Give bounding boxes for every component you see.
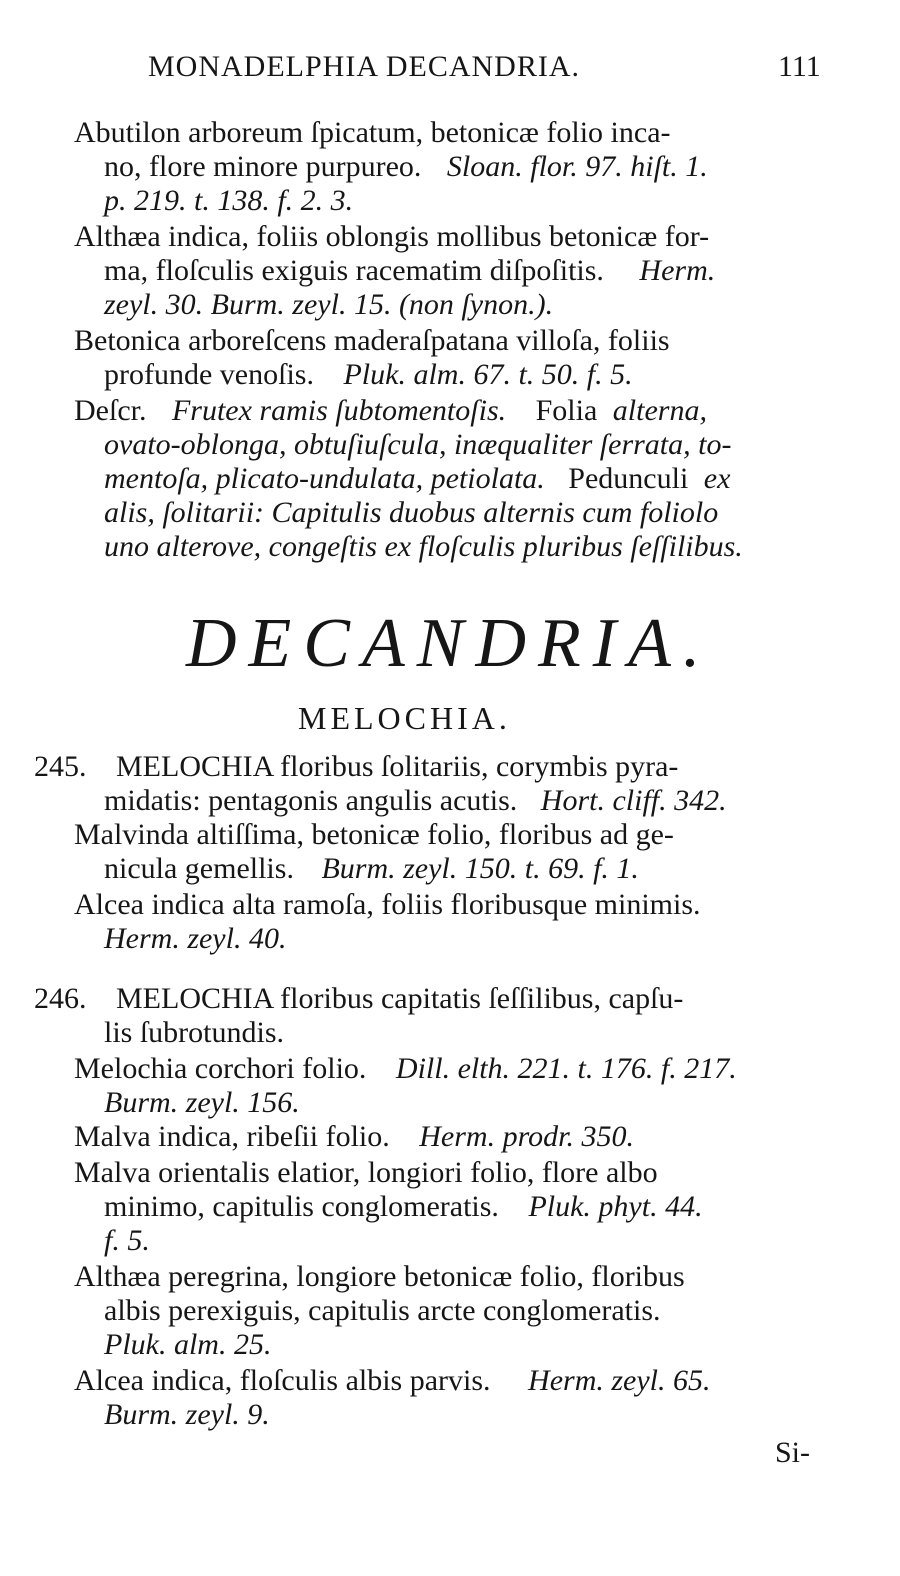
citation: Pluk. alm. 67. t. 50. f. 5.	[343, 358, 633, 391]
citation: Herm. prodr. 350.	[419, 1120, 634, 1153]
citation: Herm.	[639, 254, 716, 287]
species-diagnosis: midatis: pentagonis angulis acutis. Hort. cliff. 342.	[104, 784, 727, 817]
synonym-line: albis perexiguis, capitulis arcte conglomeratis.	[104, 1294, 661, 1327]
description-line: mentoſa, plicato-undulata, petiolata. Pedunculi ex	[104, 462, 731, 495]
synonym-line	[104, 1086, 300, 1120]
entry-line	[104, 288, 553, 322]
entry-line: ma, floſculis exiguis racematim diſpoſitis. Herm.	[104, 254, 716, 287]
description-line: Deſcr. Frutex ramis ſubtomentoſis. Folia alterna,	[74, 394, 707, 427]
citation: Burm. zeyl. 9.	[104, 1398, 270, 1431]
citation: Dill. elth. 221. t. 176. f. 217.	[395, 1052, 737, 1085]
entry-line: Althæa indica, foliis oblongis mollibus betonicæ for-	[74, 220, 710, 253]
citation: Burm. zeyl. 150. t. 69. f. 1.	[321, 852, 639, 885]
citation: zeyl. 30. Burm. zeyl. 15. (non ſynon.).	[104, 288, 554, 321]
citation: Herm. zeyl. 40.	[104, 922, 287, 955]
synonym-line: Melochia corchori folio. Dill. elth. 221. t. 176. f. 217.	[74, 1052, 737, 1085]
citation: p. 219. t. 138. f. 2. 3.	[104, 184, 354, 217]
synonym-line	[104, 922, 286, 956]
citation: Pluk. phyt. 44.	[528, 1190, 703, 1223]
running-header: MONADELPHIA DECANDRIA.	[148, 50, 580, 83]
synonym-line: Alcea indica, floſculis albis parvis. Herm. zeyl. 65.	[74, 1364, 711, 1397]
species-number: 246.	[34, 982, 87, 1015]
synonym-line: Malva orientalis elatior, longiori folio, flore albo	[74, 1156, 658, 1189]
genus-title: MELOCHIA.	[298, 700, 511, 736]
page-number: 111	[778, 50, 821, 83]
citation: f. 5.	[104, 1224, 150, 1257]
entry-line	[104, 184, 353, 218]
entry-line: profunde venoſis. Pluk. alm. 67. t. 50. f. 5.	[104, 358, 633, 391]
synonym-line: nicula gemellis. Burm. zeyl. 150. t. 69. f. 1.	[104, 852, 639, 885]
description-line: uno alterove, congeſtis ex floſculis pluribus ſeſſilibus.	[104, 530, 743, 563]
entry-line: Betonica arboreſcens maderaſpatana villoſa, foliis	[74, 324, 670, 357]
synonym-line: Malva indica, ribeſii folio. Herm. prodr. 350.	[74, 1120, 634, 1153]
species-diagnosis: MELOCHIA floribus ſolitariis, corymbis pyra-	[116, 750, 679, 783]
synonym-line	[104, 1398, 270, 1432]
section-title: DECANDRIA.	[186, 605, 713, 682]
synonym-line: Althæa peregrina, longiore betonicæ folio, floribus	[74, 1260, 685, 1293]
entry-line: no, flore minore purpureo. Sloan. flor. 97. hiſt. 1.	[104, 150, 708, 183]
species-diagnosis: lis ſubrotundis.	[104, 1016, 285, 1049]
citation: Hort. cliff. 342.	[540, 784, 727, 817]
citation: Herm. zeyl. 65.	[528, 1364, 711, 1397]
synonym-line: minimo, capitulis conglomeratis. Pluk. phyt. 44.	[104, 1190, 703, 1223]
citation: Burm. zeyl. 156.	[104, 1086, 300, 1119]
description-line: ovato-oblonga, obtuſiuſcula, inæqualiter ſerrata, to-	[104, 428, 732, 461]
synonym-line	[104, 1328, 271, 1362]
synonym-line	[104, 1224, 150, 1258]
citation: Pluk. alm. 25.	[104, 1328, 272, 1361]
species-diagnosis: MELOCHIA floribus capitatis ſeſſilibus, capſu-	[116, 982, 684, 1015]
synonym-line: Alcea indica alta ramoſa, foliis floribusque minimis.	[74, 888, 701, 921]
synonym-line: Malvinda altiſſima, betonicæ folio, floribus ad ge-	[74, 818, 674, 851]
species-number: 245.	[34, 750, 87, 783]
catchword: Si-	[775, 1436, 811, 1469]
citation: Sloan. flor. 97. hiſt. 1.	[446, 150, 708, 183]
description-line: alis, ſolitarii: Capitulis duobus alternis cum foliolo	[104, 496, 719, 529]
entry-line: Abutilon arboreum ſpicatum, betonicæ folio inca-	[74, 116, 671, 149]
